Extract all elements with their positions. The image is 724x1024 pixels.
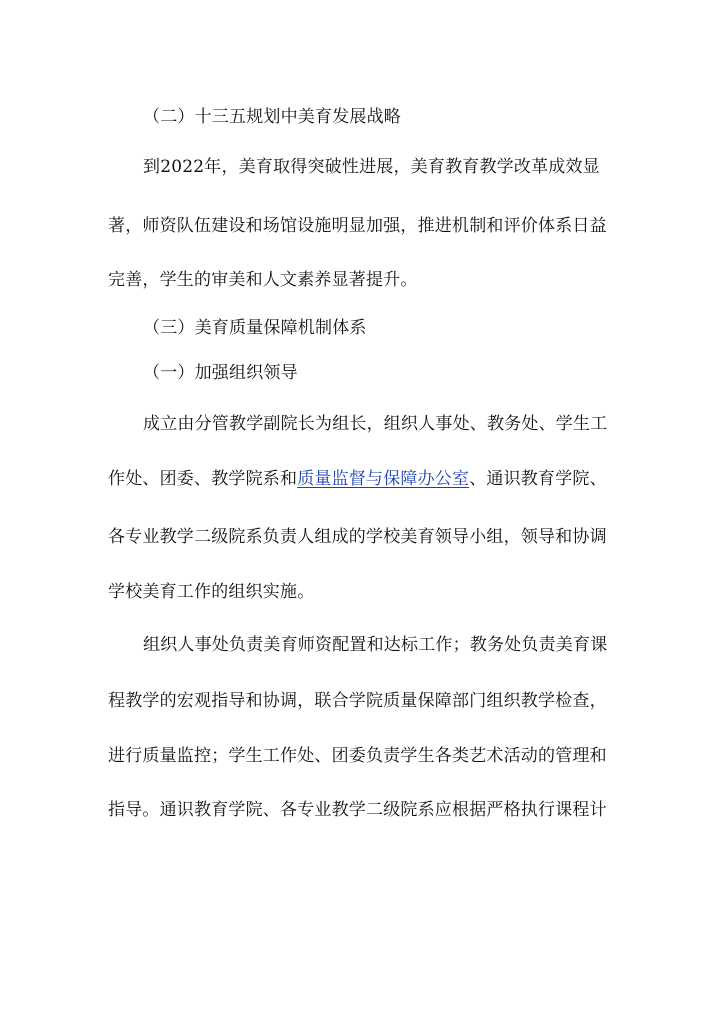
paragraph-line: 指导。通识教育学院、各专业教学二级院系应根据严格执行课程计 (108, 800, 607, 820)
section-heading-strategy: （二）十三五规划中美育发展战略 (143, 107, 401, 127)
text-segment: 、通识教育学院、 (469, 469, 607, 489)
paragraph-line: 各专业教学二级院系负责人组成的学校美育领导小组，领导和协调 (108, 527, 607, 547)
paragraph-line: 进行质量监控；学生工作处、团委负责学生各类艺术活动的管理和 (108, 746, 607, 766)
paragraph-line: 程教学的宏观指导和协调，联合学院质量保障部门组织教学检查， (108, 691, 607, 711)
text-segment: 作处、团委、教学院系和 (108, 469, 298, 489)
section-heading-quality-system: （三）美育质量保障机制体系 (143, 318, 367, 338)
paragraph-line: 到2022年，美育取得突破性进展，美育教育教学改革成效显 (143, 157, 600, 177)
paragraph-line: 组织人事处负责美育师资配置和达标工作；教务处负责美育课 (143, 635, 608, 655)
paragraph-line: 成立由分管教学副院长为组长，组织人事处、教务处、学生工 (143, 414, 608, 434)
paragraph-line (108, 467, 608, 491)
subsection-heading-leadership: （一）加强组织领导 (143, 363, 298, 383)
paragraph-line: 完善，学生的审美和人文素养显著提升。 (108, 270, 418, 290)
quality-office-link[interactable]: 质量监督与保障办公室 (297, 469, 470, 489)
paragraph-line: 学校美育工作的组织实施。 (108, 582, 315, 602)
paragraph-line: 著，师资队伍建设和场馆设施明显加强，推进机制和评价体系日益 (108, 216, 607, 236)
